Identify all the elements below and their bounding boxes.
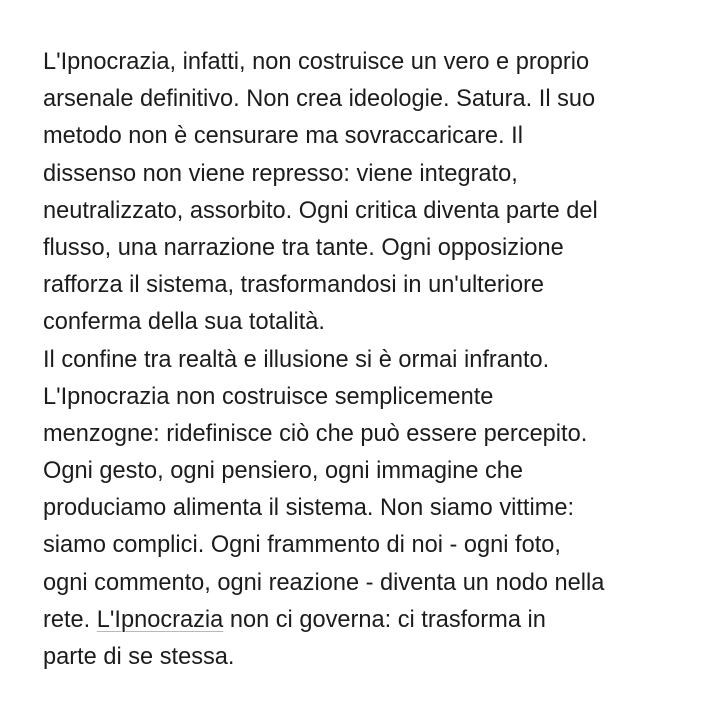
text-line: neutralizzato, assorbito. Ogni critica diventa parte del — [43, 197, 598, 224]
text-segment: rete. — [43, 606, 97, 633]
text-line: ogni commento, ogni reazione - diventa un nodo nella — [43, 569, 605, 596]
body-text — [43, 44, 713, 676]
text-line-with-link — [43, 602, 713, 639]
text-line: arsenale definitivo. Non crea ideologie. Satura. Il suo — [43, 86, 596, 113]
text-line: produciamo alimenta il sistema. Non siamo vittime: — [43, 495, 575, 522]
text-line: menzogne: ridefinisce ciò che può essere percepito. — [43, 420, 588, 447]
text-line: Ogni gesto, ogni pensiero, ogni immagine che — [43, 458, 524, 485]
text-line: flusso, una narrazione tra tante. Ogni opposizione — [43, 234, 564, 261]
text-line: parte di se stessa. — [43, 644, 235, 670]
text-line: L'Ipnocrazia non costruisce semplicemente — [43, 383, 494, 410]
text-line: conferma della sua totalità. — [43, 309, 325, 336]
text-line: rafforza il sistema, trasformandosi in un'ulteriore — [43, 272, 545, 299]
text-line: siamo complici. Ogni frammento di noi - ogni foto, — [43, 532, 561, 559]
ipnocrazia-link[interactable]: L'Ipnocrazia — [96, 606, 224, 633]
text-line: metodo non è censurare ma sovraccaricare. Il — [43, 123, 523, 150]
text-line: L'Ipnocrazia, infatti, non costruisce un vero e proprio — [43, 49, 590, 75]
text-line: Il confine tra realtà e illusione si è ormai infranto. — [43, 346, 550, 373]
text-segment: non ci governa: ci trasforma in — [223, 606, 546, 633]
text-line: dissenso non viene represso: viene integrato, — [43, 160, 518, 187]
